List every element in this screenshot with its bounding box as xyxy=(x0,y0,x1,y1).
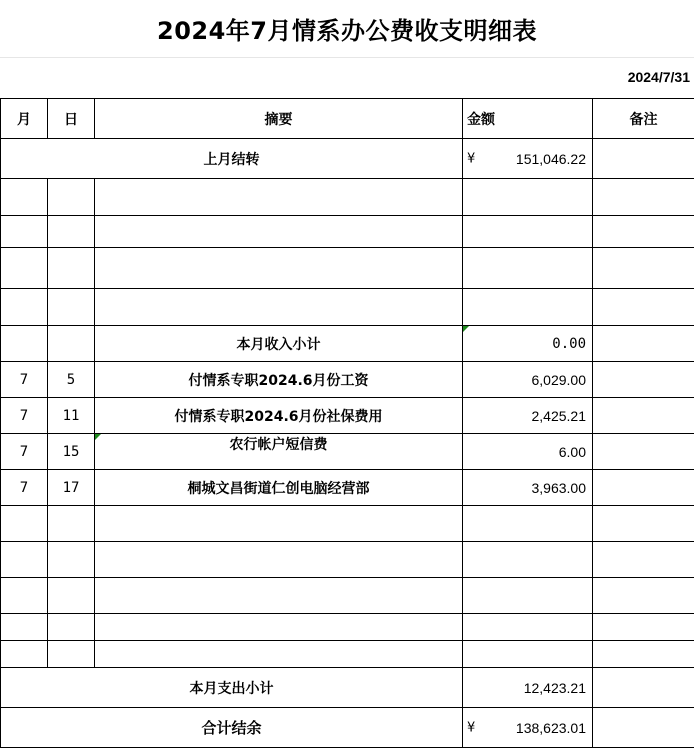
sheet-title[interactable]: 2024年7月情系办公费收支明细表 xyxy=(157,17,537,45)
ledger-table xyxy=(0,98,694,748)
currency-symbol: ¥ xyxy=(467,151,476,166)
table-row xyxy=(1,470,694,506)
blank-cell[interactable] xyxy=(593,248,694,289)
header-month[interactable]: 月 xyxy=(1,99,48,139)
carry-forward-row xyxy=(1,139,694,179)
blank-cell[interactable] xyxy=(593,614,694,641)
blank-cell[interactable] xyxy=(593,578,694,614)
blank-row xyxy=(1,542,694,578)
blank-cell[interactable] xyxy=(593,216,694,248)
blank-cell[interactable] xyxy=(1,542,48,578)
blank-row xyxy=(1,506,694,542)
note-cell[interactable] xyxy=(593,362,694,398)
blank-cell[interactable] xyxy=(1,289,48,326)
blank-row xyxy=(1,614,694,641)
note-cell[interactable] xyxy=(593,708,694,748)
blank-cell[interactable] xyxy=(95,179,463,216)
blank-cell[interactable] xyxy=(95,578,463,614)
note-cell[interactable] xyxy=(593,398,694,434)
blank-cell[interactable] xyxy=(593,179,694,216)
entry-summary-text: 农行帐户短信费 xyxy=(229,437,328,453)
total-balance-row xyxy=(1,708,694,748)
blank-cell[interactable] xyxy=(48,542,95,578)
blank-row xyxy=(1,179,694,216)
blank-cell[interactable] xyxy=(593,641,694,668)
blank-cell[interactable] xyxy=(593,542,694,578)
blank-row xyxy=(1,578,694,614)
blank-cell[interactable] xyxy=(463,179,593,216)
entry-day[interactable]: 5 xyxy=(48,362,95,398)
carry-forward-label[interactable]: 上月结转 xyxy=(1,139,463,179)
table-row xyxy=(1,362,694,398)
blank-cell[interactable] xyxy=(1,179,48,216)
header-summary[interactable]: 摘要 xyxy=(95,99,463,139)
entry-month[interactable]: 7 xyxy=(1,470,48,506)
table-row xyxy=(1,434,694,470)
blank-cell[interactable] xyxy=(1,216,48,248)
header-day[interactable]: 日 xyxy=(48,99,95,139)
entry-day[interactable]: 11 xyxy=(48,398,95,434)
blank-cell[interactable] xyxy=(95,216,463,248)
entry-day[interactable]: 17 xyxy=(48,470,95,506)
note-cell[interactable] xyxy=(593,434,694,470)
date-row xyxy=(0,58,694,98)
comment-marker-icon xyxy=(95,434,101,440)
blank-cell[interactable] xyxy=(48,289,95,326)
entry-summary[interactable]: 付情系专职2024.6月份社保费用 xyxy=(95,398,463,434)
blank-cell[interactable] xyxy=(48,216,95,248)
title-row xyxy=(0,0,694,58)
blank-cell[interactable] xyxy=(95,506,463,542)
carry-forward-amount-cell[interactable] xyxy=(463,139,593,179)
income-subtotal-value: 0.00 xyxy=(552,335,586,352)
blank-cell[interactable] xyxy=(463,506,593,542)
total-balance-amount-cell[interactable] xyxy=(463,708,593,748)
entry-month[interactable]: 7 xyxy=(1,362,48,398)
blank-row xyxy=(1,641,694,668)
blank-cell[interactable] xyxy=(48,614,95,641)
expense-subtotal-amount[interactable]: 12,423.21 xyxy=(463,668,593,708)
header-row xyxy=(1,99,694,139)
blank-cell[interactable] xyxy=(95,542,463,578)
income-subtotal-amount[interactable] xyxy=(463,326,593,362)
blank-cell[interactable] xyxy=(463,248,593,289)
currency-symbol: ¥ xyxy=(467,720,476,735)
blank-cell[interactable] xyxy=(1,506,48,542)
entry-amount[interactable]: 6,029.00 xyxy=(463,362,593,398)
blank-cell[interactable] xyxy=(48,506,95,542)
blank-cell[interactable] xyxy=(463,216,593,248)
blank-cell[interactable] xyxy=(48,248,95,289)
blank-cell[interactable] xyxy=(95,641,463,668)
comment-marker-icon xyxy=(463,326,469,332)
blank-cell[interactable] xyxy=(48,179,95,216)
entry-month[interactable]: 7 xyxy=(1,398,48,434)
blank-cell[interactable] xyxy=(463,289,593,326)
blank-cell[interactable] xyxy=(1,326,48,362)
total-balance-label[interactable]: 合计结余 xyxy=(1,708,463,748)
blank-cell[interactable] xyxy=(1,248,48,289)
blank-cell[interactable] xyxy=(463,578,593,614)
blank-cell[interactable] xyxy=(593,289,694,326)
note-cell[interactable] xyxy=(593,139,694,179)
blank-cell[interactable] xyxy=(1,578,48,614)
report-date[interactable]: 2024/7/31 xyxy=(627,69,690,85)
blank-cell[interactable] xyxy=(95,614,463,641)
header-note[interactable]: 备注 xyxy=(593,99,694,139)
blank-cell[interactable] xyxy=(95,289,463,326)
entry-amount[interactable]: 6.00 xyxy=(463,434,593,470)
note-cell[interactable] xyxy=(593,470,694,506)
expense-subtotal-row xyxy=(1,668,694,708)
blank-row xyxy=(1,216,694,248)
entry-summary[interactable] xyxy=(95,434,463,470)
blank-row xyxy=(1,289,694,326)
note-cell[interactable] xyxy=(593,326,694,362)
blank-cell[interactable] xyxy=(1,614,48,641)
blank-cell[interactable] xyxy=(48,326,95,362)
blank-cell[interactable] xyxy=(48,578,95,614)
blank-row xyxy=(1,248,694,289)
blank-cell[interactable] xyxy=(593,506,694,542)
entry-amount[interactable]: 3,963.00 xyxy=(463,470,593,506)
blank-cell[interactable] xyxy=(463,614,593,641)
table-row xyxy=(1,398,694,434)
carry-forward-amount: 151,046.22 xyxy=(515,150,586,167)
entry-summary[interactable]: 付情系专职2024.6月份工资 xyxy=(95,362,463,398)
total-balance-amount: 138,623.01 xyxy=(515,719,586,736)
blank-cell[interactable] xyxy=(1,641,48,668)
blank-cell[interactable] xyxy=(463,641,593,668)
blank-cell[interactable] xyxy=(95,248,463,289)
entry-amount[interactable]: 2,425.21 xyxy=(463,398,593,434)
entry-month[interactable]: 7 xyxy=(1,434,48,470)
expense-subtotal-label[interactable]: 本月支出小计 xyxy=(1,668,463,708)
note-cell[interactable] xyxy=(593,668,694,708)
income-subtotal-label[interactable]: 本月收入小计 xyxy=(95,326,463,362)
blank-cell[interactable] xyxy=(48,641,95,668)
entry-summary[interactable]: 桐城文昌街道仁创电脑经营部 xyxy=(95,470,463,506)
income-subtotal-row xyxy=(1,326,694,362)
header-amount[interactable]: 金额 xyxy=(463,99,593,139)
blank-cell[interactable] xyxy=(463,542,593,578)
entry-day[interactable]: 15 xyxy=(48,434,95,470)
